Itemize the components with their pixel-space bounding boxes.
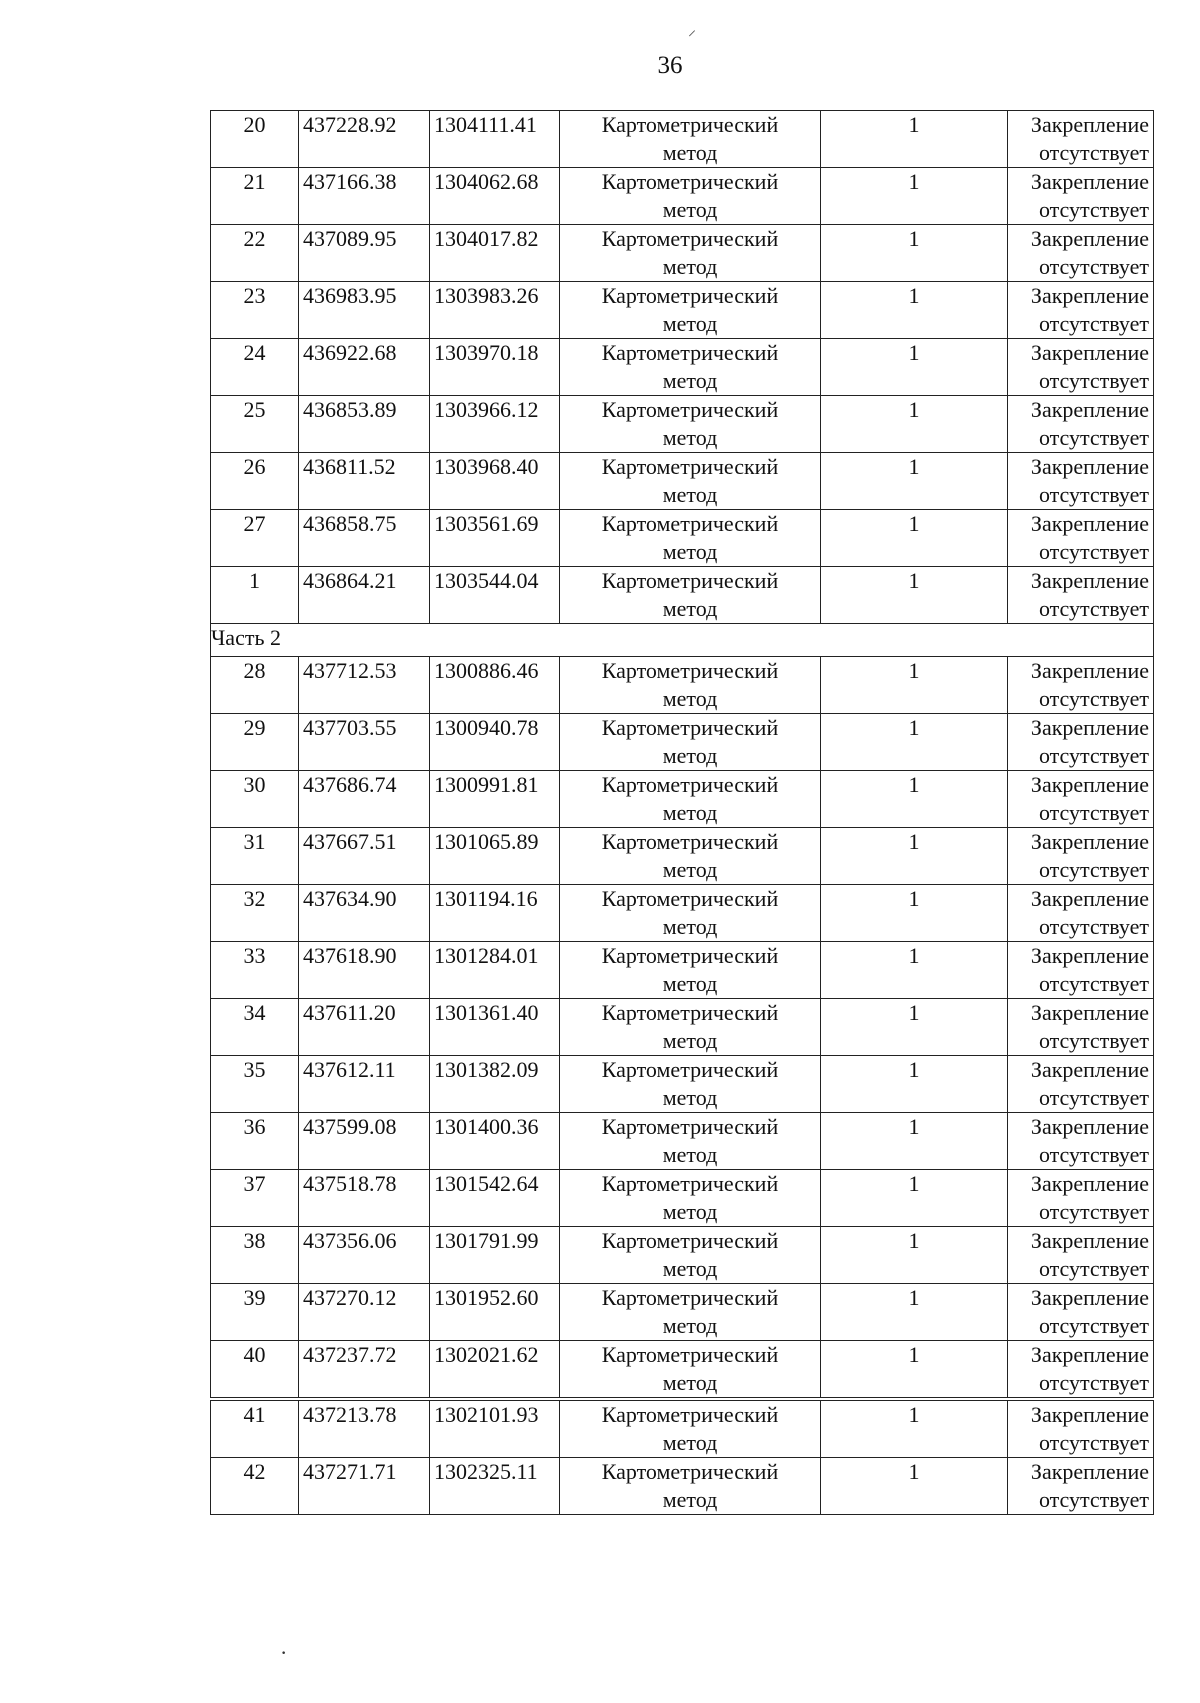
fixation-cell-line-2: отсутствует: [1038, 914, 1149, 939]
method-cell-line-1: Картометрический: [601, 112, 779, 137]
x-coordinate: 436858.75: [299, 510, 430, 567]
y-coordinate: 1304062.68: [430, 168, 560, 225]
fixation-cell: [1008, 1113, 1154, 1170]
accuracy-value: 1: [821, 1056, 1008, 1113]
method-cell-line-2: метод: [662, 743, 718, 768]
fixation-cell-line-1: Закрепление: [1030, 1228, 1149, 1253]
accuracy-value: 1: [821, 453, 1008, 510]
table-row: [211, 1170, 1154, 1227]
table-row: [211, 1113, 1154, 1170]
fixation-cell-line-2: отсутствует: [1038, 140, 1149, 165]
table-row: [211, 225, 1154, 282]
accuracy-value: 1: [821, 1113, 1008, 1170]
method-cell-line-2: метод: [662, 1430, 718, 1455]
method-cell-line-1: Картометрический: [601, 511, 779, 536]
y-coordinate: 1301400.36: [430, 1113, 560, 1170]
fixation-cell-line-1: Закрепление: [1030, 715, 1149, 740]
x-coordinate: 437611.20: [299, 999, 430, 1056]
x-coordinate: 437166.38: [299, 168, 430, 225]
accuracy-value: 1: [821, 1227, 1008, 1284]
fixation-cell: [1008, 1399, 1154, 1458]
method-cell: [560, 885, 821, 942]
accuracy-value: 1: [821, 111, 1008, 168]
fixation-cell-line-2: отсутствует: [1038, 743, 1149, 768]
point-number: 27: [211, 510, 299, 567]
point-number: 34: [211, 999, 299, 1056]
method-cell-line-2: метод: [662, 1199, 718, 1224]
method-cell: [560, 453, 821, 510]
y-coordinate: 1304017.82: [430, 225, 560, 282]
y-coordinate: 1301065.89: [430, 828, 560, 885]
fixation-cell: [1008, 567, 1154, 624]
table-row: [211, 714, 1154, 771]
method-cell: [560, 1399, 821, 1458]
method-cell-line-1: Картометрический: [601, 1459, 779, 1484]
accuracy-value: 1: [821, 1170, 1008, 1227]
fixation-cell-line-2: отсутствует: [1038, 971, 1149, 996]
fixation-cell-line-1: Закрепление: [1030, 568, 1149, 593]
method-cell-line-2: метод: [662, 1313, 718, 1338]
y-coordinate: 1303966.12: [430, 396, 560, 453]
fixation-cell-line-1: Закрепление: [1030, 1285, 1149, 1310]
x-coordinate: 437618.90: [299, 942, 430, 999]
x-coordinate: 437599.08: [299, 1113, 430, 1170]
fixation-cell: [1008, 1458, 1154, 1515]
method-cell-line-2: метод: [662, 539, 718, 564]
table-section-header: [211, 624, 1154, 657]
accuracy-value: 1: [821, 225, 1008, 282]
accuracy-value: 1: [821, 1458, 1008, 1515]
method-cell-line-2: метод: [662, 914, 718, 939]
y-coordinate: 1303561.69: [430, 510, 560, 567]
table-row: [211, 771, 1154, 828]
table-row: [211, 657, 1154, 714]
fixation-cell-line-2: отсутствует: [1038, 1430, 1149, 1455]
y-coordinate: 1303983.26: [430, 282, 560, 339]
fixation-cell-line-1: Закрепление: [1030, 1402, 1149, 1427]
y-coordinate: 1302325.11: [430, 1458, 560, 1515]
fixation-cell: [1008, 510, 1154, 567]
fixation-cell-line-2: отсутствует: [1038, 596, 1149, 621]
fixation-cell-line-1: Закрепление: [1030, 340, 1149, 365]
coordinates-table: [210, 110, 1154, 1515]
method-cell: [560, 828, 821, 885]
section-label: Часть 2: [211, 624, 1154, 657]
point-number: 29: [211, 714, 299, 771]
accuracy-value: 1: [821, 657, 1008, 714]
y-coordinate: 1301952.60: [430, 1284, 560, 1341]
fixation-cell-line-1: Закрепление: [1030, 1000, 1149, 1025]
fixation-cell: [1008, 771, 1154, 828]
fixation-cell-line-2: отсутствует: [1038, 1370, 1149, 1395]
fixation-cell: [1008, 714, 1154, 771]
fixation-cell-line-1: Закрепление: [1030, 511, 1149, 536]
method-cell: [560, 1227, 821, 1284]
method-cell-line-1: Картометрический: [601, 1057, 779, 1082]
method-cell: [560, 282, 821, 339]
x-coordinate: 437213.78: [299, 1399, 430, 1458]
method-cell-line-1: Картометрический: [601, 715, 779, 740]
fixation-cell: [1008, 657, 1154, 714]
accuracy-value: 1: [821, 942, 1008, 999]
x-coordinate: 437518.78: [299, 1170, 430, 1227]
x-coordinate: 437237.72: [299, 1341, 430, 1400]
fixation-cell: [1008, 339, 1154, 396]
method-cell: [560, 999, 821, 1056]
method-cell-line-1: Картометрический: [601, 1228, 779, 1253]
method-cell-line-2: метод: [662, 425, 718, 450]
fixation-cell-line-2: отсутствует: [1038, 686, 1149, 711]
point-number: 35: [211, 1056, 299, 1113]
table-row: [211, 1056, 1154, 1113]
method-cell-line-1: Картометрический: [601, 1114, 779, 1139]
x-coordinate: 436864.21: [299, 567, 430, 624]
fixation-cell-line-2: отсутствует: [1038, 1313, 1149, 1338]
point-number: 28: [211, 657, 299, 714]
method-cell-line-2: метод: [662, 1142, 718, 1167]
fixation-cell-line-1: Закрепление: [1030, 283, 1149, 308]
table-row: [211, 1341, 1154, 1400]
table-row: [211, 885, 1154, 942]
method-cell-line-2: метод: [662, 368, 718, 393]
x-coordinate: 437089.95: [299, 225, 430, 282]
fixation-cell: [1008, 1227, 1154, 1284]
accuracy-value: 1: [821, 714, 1008, 771]
method-cell: [560, 111, 821, 168]
table-row: [211, 1284, 1154, 1341]
x-coordinate: 437634.90: [299, 885, 430, 942]
method-cell-line-1: Картометрический: [601, 829, 779, 854]
method-cell-line-2: метод: [662, 1487, 718, 1512]
table-row: [211, 339, 1154, 396]
method-cell: [560, 1056, 821, 1113]
method-cell-line-1: Картометрический: [601, 886, 779, 911]
fixation-cell-line-1: Закрепление: [1030, 886, 1149, 911]
point-number: 42: [211, 1458, 299, 1515]
method-cell: [560, 714, 821, 771]
method-cell-line-1: Картометрический: [601, 1171, 779, 1196]
fixation-cell: [1008, 1170, 1154, 1227]
method-cell: [560, 339, 821, 396]
y-coordinate: 1301542.64: [430, 1170, 560, 1227]
fixation-cell-line-1: Закрепление: [1030, 169, 1149, 194]
accuracy-value: 1: [821, 828, 1008, 885]
fixation-cell-line-2: отсутствует: [1038, 254, 1149, 279]
method-cell-line-2: метод: [662, 1370, 718, 1395]
accuracy-value: 1: [821, 999, 1008, 1056]
x-coordinate: 437271.71: [299, 1458, 430, 1515]
fixation-cell-line-2: отсутствует: [1038, 311, 1149, 336]
fixation-cell-line-2: отсутствует: [1038, 1199, 1149, 1224]
table-row: [211, 567, 1154, 624]
method-cell: [560, 1458, 821, 1515]
table-row: [211, 282, 1154, 339]
method-cell-line-2: метод: [662, 311, 718, 336]
scan-mark: ⸝: [688, 22, 697, 39]
table-row: [211, 942, 1154, 999]
point-number: 1: [211, 567, 299, 624]
method-cell-line-2: метод: [662, 197, 718, 222]
section-row: [211, 624, 1154, 657]
point-number: 36: [211, 1113, 299, 1170]
accuracy-value: 1: [821, 510, 1008, 567]
fixation-cell-line-2: отсутствует: [1038, 857, 1149, 882]
point-number: 30: [211, 771, 299, 828]
scan-dot: ·: [280, 1640, 288, 1665]
fixation-cell: [1008, 1284, 1154, 1341]
fixation-cell: [1008, 828, 1154, 885]
y-coordinate: 1301382.09: [430, 1056, 560, 1113]
x-coordinate: 436811.52: [299, 453, 430, 510]
method-cell-line-2: метод: [662, 596, 718, 621]
method-cell-line-2: метод: [662, 482, 718, 507]
fixation-cell-line-1: Закрепление: [1030, 1114, 1149, 1139]
method-cell-line-2: метод: [662, 971, 718, 996]
method-cell-line-1: Картометрический: [601, 226, 779, 251]
y-coordinate: 1302101.93: [430, 1399, 560, 1458]
fixation-cell-line-2: отсутствует: [1038, 197, 1149, 222]
fixation-cell-line-2: отсутствует: [1038, 800, 1149, 825]
fixation-cell-line-2: отсутствует: [1038, 368, 1149, 393]
fixation-cell-line-2: отсутствует: [1038, 425, 1149, 450]
fixation-cell: [1008, 225, 1154, 282]
point-number: 41: [211, 1399, 299, 1458]
x-coordinate: 436853.89: [299, 396, 430, 453]
accuracy-value: 1: [821, 1341, 1008, 1400]
method-cell-line-2: метод: [662, 1028, 718, 1053]
x-coordinate: 436922.68: [299, 339, 430, 396]
fixation-cell: [1008, 1056, 1154, 1113]
y-coordinate: 1300940.78: [430, 714, 560, 771]
method-cell-line-2: метод: [662, 1256, 718, 1281]
x-coordinate: 437270.12: [299, 1284, 430, 1341]
table-row: [211, 1458, 1154, 1515]
method-cell-line-1: Картометрический: [601, 397, 779, 422]
accuracy-value: 1: [821, 567, 1008, 624]
y-coordinate: 1301284.01: [430, 942, 560, 999]
method-cell: [560, 1170, 821, 1227]
method-cell-line-2: метод: [662, 857, 718, 882]
fixation-cell-line-1: Закрепление: [1030, 397, 1149, 422]
fixation-cell-line-2: отсутствует: [1038, 1085, 1149, 1110]
method-cell: [560, 1113, 821, 1170]
accuracy-value: 1: [821, 1399, 1008, 1458]
method-cell-line-1: Картометрический: [601, 658, 779, 683]
fixation-cell-line-1: Закрепление: [1030, 1171, 1149, 1196]
table-row: [211, 1399, 1154, 1458]
method-cell-line-1: Картометрический: [601, 340, 779, 365]
fixation-cell: [1008, 453, 1154, 510]
fixation-cell-line-2: отсутствует: [1038, 1256, 1149, 1281]
fixation-cell: [1008, 168, 1154, 225]
x-coordinate: 437712.53: [299, 657, 430, 714]
point-number: 24: [211, 339, 299, 396]
y-coordinate: 1300886.46: [430, 657, 560, 714]
table-body-part-2: [211, 657, 1154, 1515]
fixation-cell-line-2: отсутствует: [1038, 539, 1149, 564]
fixation-cell-line-1: Закрепление: [1030, 1057, 1149, 1082]
fixation-cell: [1008, 111, 1154, 168]
point-number: 31: [211, 828, 299, 885]
y-coordinate: 1304111.41: [430, 111, 560, 168]
fixation-cell-line-1: Закрепление: [1030, 1342, 1149, 1367]
method-cell: [560, 942, 821, 999]
method-cell-line-1: Картометрический: [601, 772, 779, 797]
method-cell: [560, 657, 821, 714]
table-row: [211, 396, 1154, 453]
table-row: [211, 510, 1154, 567]
fixation-cell-line-2: отсутствует: [1038, 1487, 1149, 1512]
point-number: 23: [211, 282, 299, 339]
fixation-cell-line-1: Закрепление: [1030, 772, 1149, 797]
fixation-cell-line-2: отсутствует: [1038, 1028, 1149, 1053]
fixation-cell: [1008, 999, 1154, 1056]
y-coordinate: 1300991.81: [430, 771, 560, 828]
point-number: 21: [211, 168, 299, 225]
method-cell-line-1: Картометрический: [601, 943, 779, 968]
point-number: 38: [211, 1227, 299, 1284]
table-row: [211, 111, 1154, 168]
fixation-cell-line-1: Закрепление: [1030, 226, 1149, 251]
method-cell-line-1: Картометрический: [601, 1402, 779, 1427]
point-number: 26: [211, 453, 299, 510]
table-row: [211, 168, 1154, 225]
method-cell: [560, 396, 821, 453]
table-row: [211, 1227, 1154, 1284]
x-coordinate: 437667.51: [299, 828, 430, 885]
accuracy-value: 1: [821, 1284, 1008, 1341]
x-coordinate: 436983.95: [299, 282, 430, 339]
method-cell: [560, 1341, 821, 1400]
x-coordinate: 437686.74: [299, 771, 430, 828]
accuracy-value: 1: [821, 168, 1008, 225]
x-coordinate: 437356.06: [299, 1227, 430, 1284]
accuracy-value: 1: [821, 339, 1008, 396]
fixation-cell: [1008, 885, 1154, 942]
fixation-cell: [1008, 1341, 1154, 1400]
accuracy-value: 1: [821, 396, 1008, 453]
fixation-cell-line-1: Закрепление: [1030, 943, 1149, 968]
point-number: 33: [211, 942, 299, 999]
method-cell-line-1: Картометрический: [601, 1285, 779, 1310]
y-coordinate: 1303968.40: [430, 453, 560, 510]
y-coordinate: 1302021.62: [430, 1341, 560, 1400]
fixation-cell: [1008, 282, 1154, 339]
method-cell: [560, 225, 821, 282]
point-number: 25: [211, 396, 299, 453]
fixation-cell-line-1: Закрепление: [1030, 454, 1149, 479]
method-cell-line-2: метод: [662, 686, 718, 711]
method-cell-line-1: Картометрический: [601, 454, 779, 479]
accuracy-value: 1: [821, 771, 1008, 828]
point-number: 22: [211, 225, 299, 282]
y-coordinate: 1301361.40: [430, 999, 560, 1056]
fixation-cell: [1008, 396, 1154, 453]
table-row: [211, 828, 1154, 885]
accuracy-value: 1: [821, 282, 1008, 339]
page-number: 36: [657, 52, 683, 79]
y-coordinate: 1301194.16: [430, 885, 560, 942]
x-coordinate: 437703.55: [299, 714, 430, 771]
fixation-cell-line-1: Закрепление: [1030, 829, 1149, 854]
x-coordinate: 437612.11: [299, 1056, 430, 1113]
method-cell: [560, 1284, 821, 1341]
fixation-cell-line-1: Закрепление: [1030, 658, 1149, 683]
method-cell-line-2: метод: [662, 254, 718, 279]
method-cell-line-1: Картометрический: [601, 169, 779, 194]
method-cell-line-1: Картометрический: [601, 1342, 779, 1367]
fixation-cell: [1008, 942, 1154, 999]
method-cell: [560, 510, 821, 567]
y-coordinate: 1303544.04: [430, 567, 560, 624]
method-cell: [560, 771, 821, 828]
method-cell: [560, 567, 821, 624]
method-cell-line-2: метод: [662, 1085, 718, 1110]
table-row: [211, 453, 1154, 510]
point-number: 39: [211, 1284, 299, 1341]
point-number: 37: [211, 1170, 299, 1227]
point-number: 40: [211, 1341, 299, 1400]
method-cell-line-1: Картометрический: [601, 568, 779, 593]
y-coordinate: 1303970.18: [430, 339, 560, 396]
point-number: 32: [211, 885, 299, 942]
method-cell-line-2: метод: [662, 140, 718, 165]
table-row: [211, 999, 1154, 1056]
table-body-part-1: [211, 111, 1154, 624]
x-coordinate: 437228.92: [299, 111, 430, 168]
method-cell: [560, 168, 821, 225]
point-number: 20: [211, 111, 299, 168]
fixation-cell-line-1: Закрепление: [1030, 1459, 1149, 1484]
fixation-cell-line-1: Закрепление: [1030, 112, 1149, 137]
fixation-cell-line-2: отсутствует: [1038, 482, 1149, 507]
method-cell-line-2: метод: [662, 800, 718, 825]
method-cell-line-1: Картометрический: [601, 1000, 779, 1025]
accuracy-value: 1: [821, 885, 1008, 942]
fixation-cell-line-2: отсутствует: [1038, 1142, 1149, 1167]
y-coordinate: 1301791.99: [430, 1227, 560, 1284]
method-cell-line-1: Картометрический: [601, 283, 779, 308]
